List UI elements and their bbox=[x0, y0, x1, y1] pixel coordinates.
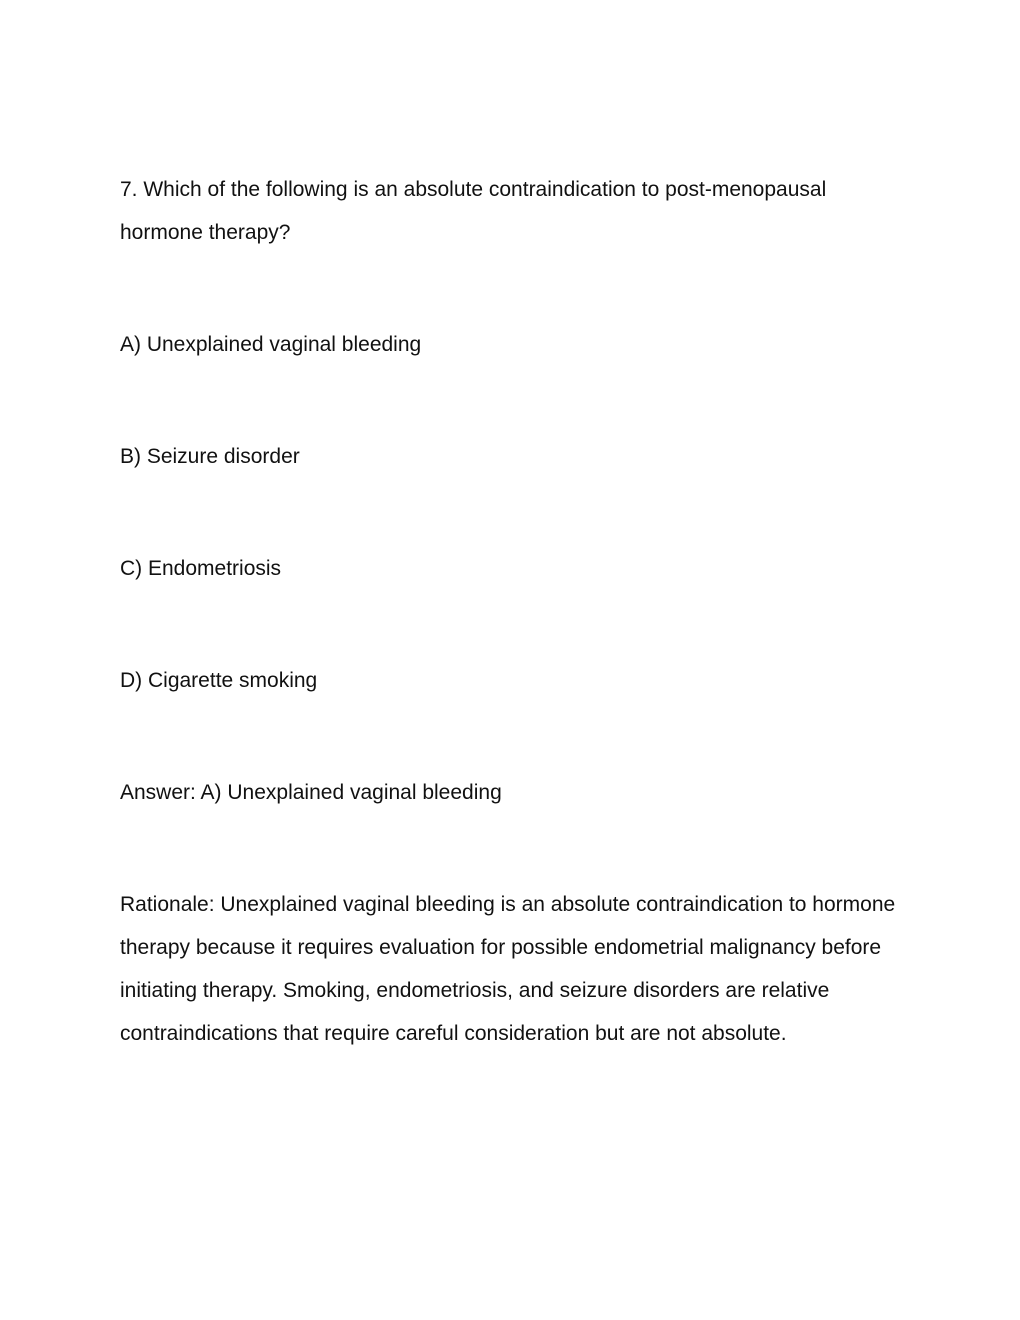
option-b: B) Seizure disorder bbox=[120, 445, 300, 468]
rationale-text: Rationale: Unexplained vaginal bleeding is an absolute contraindication to hormone therapy because it requires evaluation for possible endometrial malignancy before initiating therapy. Smoking, endometriosis, and seizure disorders are relative contraindications that require careful consideration but are not absolute. bbox=[120, 893, 896, 1045]
option-d: D) Cigarette smoking bbox=[120, 669, 318, 692]
answer-text: Answer: A) Unexplained vaginal bleeding bbox=[120, 781, 502, 804]
option-c: C) Endometriosis bbox=[120, 557, 282, 580]
question-text: 7. Which of the following is an absolute contraindication to post-menopausal hormone therapy? bbox=[120, 178, 827, 244]
option-a: A) Unexplained vaginal bleeding bbox=[120, 333, 422, 356]
